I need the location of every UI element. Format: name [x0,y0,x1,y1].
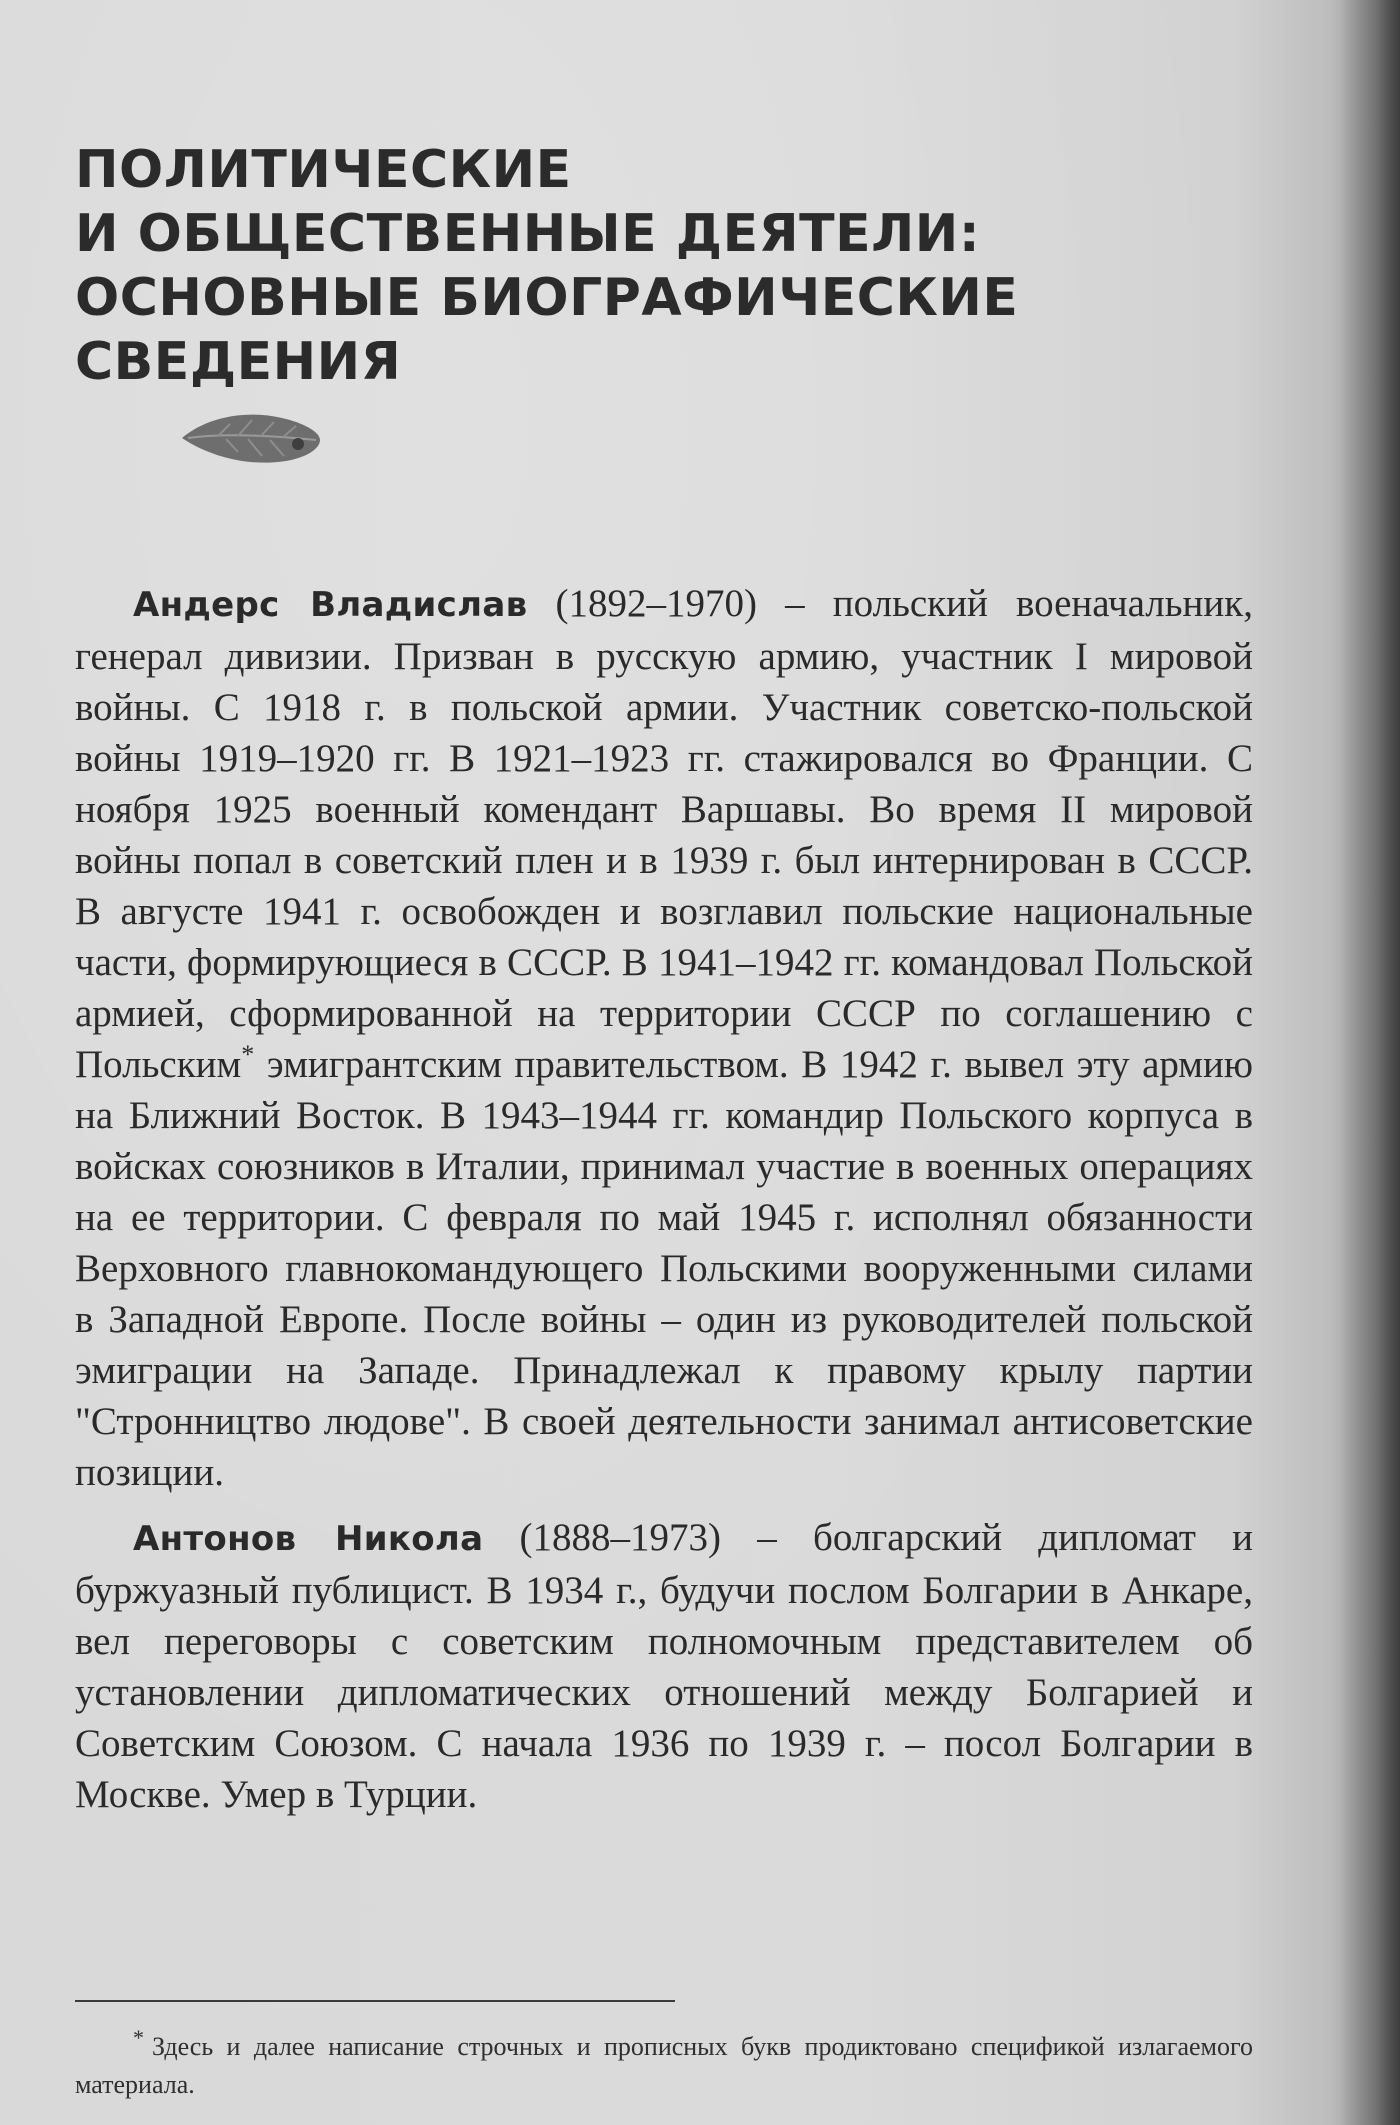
chapter-title [75,138,1195,394]
leaf-ornament-icon [178,408,324,468]
chapter-title-line: ПОЛИТИЧЕСКИЕ [75,140,572,200]
biography-entry [75,1512,1253,1820]
footnote-marker: * [241,1040,255,1069]
footnote-divider [75,2000,675,2002]
entry-text: (1892–1970) – польский военачальник, генерал дивизии. Призван в русскую армию, участник I мировой войны. С 1918 г. в польской армии. Участник советско-польской войны 1919–1920 гг. В 1921–1923 гг. стажировался во Франции. С ноября 1925 военный комендант Варшавы. Во время II мировой войны попал в советский плен и в 1939 г. был интернирован в СССР. В августе 1941 г. освобожден и возглавил польские национальные части, формирующиеся в СССР. В 1941–1942 гг. командовал Польской армией, сформированной на территории СССР по соглашению с Польским [75,582,1253,1086]
spine-shadow [1340,0,1400,2125]
chapter-title-line: И ОБЩЕСТВЕННЫЕ ДЕЯТЕЛИ: [75,204,981,264]
entry-text: (1888–1973) – болгарский дипломат и буржуазный публицист. В 1934 г., будучи послом Болгарии в Анкаре, вел переговоры с советским полномочным представителем об установлении дипломатических отношений между Болгарией и Советским Союзом. С начала 1936 по 1939 г. – посол Болгарии в Москве. Умер в Турции. [75,1516,1253,1816]
biography-entries [75,578,1253,1834]
footnote-text: Здесь и далее написание строчных и прописных букв продиктовано спецификой излагаемого материала. [75,2032,1253,2099]
entry-name: Андерс Владислав [133,585,528,625]
entry-text: эмигрантским правительством. В 1942 г. вывел эту армию на Ближний Восток. В 1943–1944 гг. командир Польского корпуса в войсках союзников в Италии, принимал участие в военных операциях на ее территории. С февраля по май 1945 г. исполнял обязанности Верховного главнокомандующего Польскими вооруженными силами в Западной Европе. После войны – один из руководителей польской эмиграции на Западе. Принадлежал к правому крылу партии "Стронництво людове". В своей деятельности занимал антисоветские позиции. [75,1043,1253,1494]
footnote [75,2025,1253,2104]
biography-entry [75,578,1253,1498]
entry-name: Антонов Никола [133,1519,484,1559]
chapter-title-line: СВЕДЕНИЯ [75,332,402,392]
footnote-star: * [133,2025,144,2051]
chapter-title-line: ОСНОВНЫЕ БИОГРАФИЧЕСКИЕ [75,268,1019,328]
